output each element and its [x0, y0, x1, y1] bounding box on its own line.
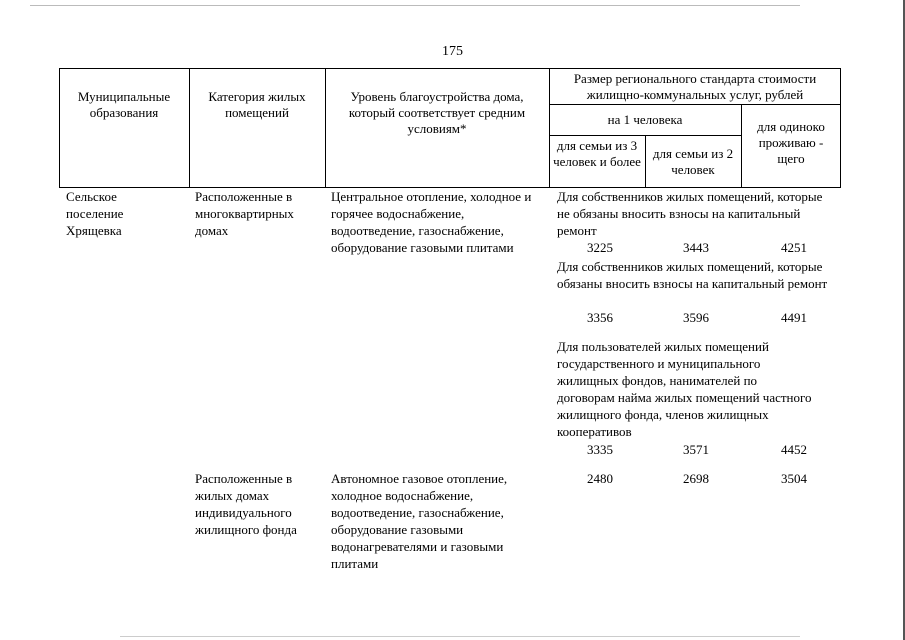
- scan-artifact-bottom: [120, 636, 800, 637]
- header-size: Размер регионального стандарта стоимости жилищно-коммунальных услуг, рублей: [573, 71, 817, 102]
- row1-group2-family2: 3596: [683, 310, 709, 325]
- header-category: Категория жилых помещений: [208, 89, 306, 120]
- row1-group1-label: Для собственников жилых помещений, которые не обязаны вносить взносы на капитальный ремонт: [557, 189, 823, 238]
- row1-group3-label: Для пользователей жилых помещений государственного и муниципального жилищных фондов, нанимателей по договорам найма жилых помещений частного жилищного фонда, членов жилищных кооперативов: [557, 339, 812, 439]
- row1-group3-single: 4452: [781, 442, 807, 457]
- row1-group1-family2: 3443: [683, 240, 709, 255]
- row1-group2-family3: 3356: [587, 310, 613, 325]
- row1-category: Расположенные в многоквартирных домах: [195, 189, 294, 238]
- row2-level: Автономное газовое отопление, холодное водоснабжение, водоотведение, газоснабжение, оборудование газовыми водонагревателями и газовыми плитами: [331, 471, 508, 571]
- row1-group2-label: Для собственников жилых помещений, которые обязаны вносить взносы на капитальный ремонт: [557, 259, 828, 291]
- row1-level: Центральное отопление, холодное и горячее водоснабжение, водоотведение, газоснабжение, оборудование газовыми плитами: [331, 189, 532, 255]
- row2-category: Расположенные в жилых домах индивидуального жилищного фонда: [195, 471, 297, 537]
- row1-group3-family2: 3571: [683, 442, 709, 457]
- header-municipality: Муниципальные образования: [77, 89, 171, 120]
- row2-family3: 2480: [587, 471, 613, 486]
- header-level: Уровень благоустройства дома, который соответствует средним условиям*: [348, 89, 526, 136]
- row2-single: 3504: [781, 471, 807, 486]
- row1-municipality: Сельское поселение Хрящевка: [66, 189, 124, 238]
- header-family2: для семьи из 2 человек: [652, 146, 734, 177]
- header-single: для одиноко проживаю - щего: [757, 119, 825, 166]
- row2-family2: 2698: [683, 471, 709, 486]
- row1-group2-single: 4491: [781, 310, 807, 325]
- page-number: 175: [442, 44, 463, 59]
- scan-artifact-top: [30, 5, 800, 6]
- header-per-person: на 1 человека: [607, 112, 683, 127]
- header-family3: для семьи из 3 человек и более: [553, 138, 641, 169]
- row1-group1-single: 4251: [781, 240, 807, 255]
- row1-group3-family3: 3335: [587, 442, 613, 457]
- row1-group1-family3: 3225: [587, 240, 613, 255]
